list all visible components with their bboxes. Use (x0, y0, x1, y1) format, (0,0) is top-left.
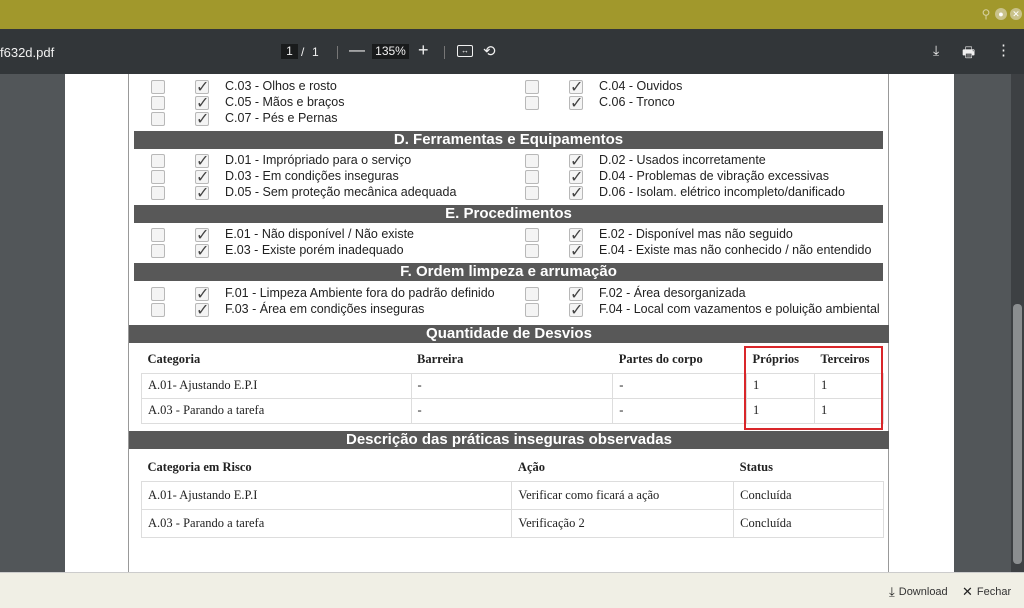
pdf-toolbar (0, 29, 1024, 74)
table-cell: Verificação 2 (512, 509, 734, 537)
close-icon[interactable]: ✕ (1010, 8, 1022, 20)
checklist-label: D.03 - Em condições inseguras (225, 169, 399, 183)
file-name: f632d.pdf (0, 45, 55, 60)
section-header: Quantidade de Desvios (129, 325, 889, 343)
checklist-label: C.06 - Tronco (599, 95, 675, 109)
checklist-label: E.01 - Não disponível / Não existe (225, 227, 414, 241)
pdf-page (65, 74, 954, 572)
checkbox-checked[interactable] (569, 228, 583, 242)
checklist-row (151, 185, 891, 201)
checklist-row (151, 227, 891, 243)
checklist-label: C.05 - Mãos e braços (225, 95, 345, 109)
toolbar-divider (337, 46, 338, 59)
checkbox-checked[interactable] (569, 170, 583, 184)
section-header: D. Ferramentas e Equipamentos (134, 131, 883, 149)
checkbox-checked[interactable] (569, 96, 583, 110)
checkbox-checked[interactable] (195, 170, 209, 184)
checklist-label: D.02 - Usados incorretamente (599, 153, 766, 167)
table-cell: 1 (747, 398, 815, 423)
page-total: 1 (312, 45, 319, 59)
zoom-out-button[interactable]: — (349, 42, 365, 59)
checkbox[interactable] (525, 170, 539, 184)
checkbox-checked[interactable] (569, 80, 583, 94)
checkbox-checked[interactable] (569, 303, 583, 317)
column-header: Categoria (147, 352, 201, 367)
print-icon[interactable]: 🖶 (962, 44, 976, 60)
zoom-in-button[interactable]: + (418, 40, 429, 60)
checklist-label: F.04 - Local com vazamentos e poluição ambiental (599, 302, 880, 316)
search-icon[interactable]: ⚲ (981, 7, 991, 21)
checkbox-checked[interactable] (195, 186, 209, 200)
pdf-viewer[interactable] (0, 74, 1024, 572)
minimize-icon[interactable]: ● (995, 8, 1007, 20)
scrollbar-thumb[interactable] (1013, 304, 1022, 564)
checklist-label: E.03 - Existe porém inadequado (225, 243, 404, 257)
page-separator: / (301, 45, 305, 59)
toolbar-divider (444, 46, 445, 59)
checkbox[interactable] (525, 96, 539, 110)
column-header: Terceiros (820, 352, 870, 367)
checkbox[interactable] (151, 170, 165, 184)
checkbox[interactable] (525, 154, 539, 168)
checklist-label: E.04 - Existe mas não conhecido / não entendido (599, 243, 872, 257)
table-row (142, 481, 884, 509)
checkbox[interactable] (525, 244, 539, 258)
section-header: F. Ordem limpeza e arrumação (134, 263, 883, 281)
checkbox[interactable] (151, 112, 165, 126)
checkbox-checked[interactable] (195, 112, 209, 126)
checkbox[interactable] (525, 80, 539, 94)
checkbox[interactable] (151, 228, 165, 242)
close-icon: ✕ (962, 584, 973, 599)
close-button[interactable] (962, 582, 1011, 602)
checklist-row (151, 95, 891, 111)
checkbox[interactable] (151, 287, 165, 301)
section-header: E. Procedimentos (134, 205, 883, 223)
table-cell: A.01- Ajustando E.P.I (142, 481, 512, 509)
checkbox[interactable] (525, 228, 539, 242)
table-cell: A.03 - Parando a tarefa (142, 398, 412, 423)
checkbox-checked[interactable] (195, 154, 209, 168)
table-cell: 1 (814, 373, 883, 398)
table-cell: Verificar como ficará a ação (512, 481, 734, 509)
checkbox[interactable] (525, 186, 539, 200)
table-header-row (142, 455, 884, 481)
download-label: Download (898, 586, 948, 598)
column-header: Barreira (417, 352, 464, 367)
table-cell: Concluída (734, 509, 884, 537)
rotate-icon[interactable]: ⟲ (483, 43, 496, 60)
checkbox-checked[interactable] (195, 303, 209, 317)
checklist-label: F.03 - Área em condições inseguras (225, 302, 425, 316)
table-cell: - (613, 398, 747, 423)
checkbox[interactable] (151, 244, 165, 258)
checkbox[interactable] (525, 287, 539, 301)
checklist-label: D.04 - Problemas de vibração excessivas (599, 169, 829, 183)
highlight-box (744, 346, 883, 430)
checkbox[interactable] (151, 96, 165, 110)
fit-page-icon[interactable]: ↔ (457, 45, 473, 57)
checkbox[interactable] (151, 303, 165, 317)
title-bar (0, 0, 1024, 29)
checkbox-checked[interactable] (569, 287, 583, 301)
checkbox-checked[interactable] (195, 80, 209, 94)
column-header: Partes do corpo (618, 352, 703, 367)
table-cell: Concluída (734, 481, 884, 509)
checklist-row (151, 169, 891, 185)
checklist-label: C.03 - Olhos e rosto (225, 79, 337, 93)
column-header: Status (739, 460, 773, 475)
checkbox-checked[interactable] (569, 154, 583, 168)
column-header: Ação (517, 460, 545, 475)
checklist-label: D.05 - Sem proteção mecânica adequada (225, 185, 457, 199)
checkbox-checked[interactable] (569, 244, 583, 258)
zoom-level-input[interactable]: 135% (372, 44, 409, 59)
checklist-label: F.01 - Limpeza Ambiente fora do padrão definido (225, 286, 495, 300)
checklist-label: D.06 - Isolam. elétrico incompleto/danificado (599, 185, 845, 199)
checkbox-checked[interactable] (195, 96, 209, 110)
checkbox[interactable] (151, 186, 165, 200)
table-cell: - (613, 373, 747, 398)
table-cell: - (411, 398, 613, 423)
checkbox[interactable] (151, 154, 165, 168)
checklist-label: C.07 - Pés e Pernas (225, 111, 338, 125)
checkbox-checked[interactable] (195, 228, 209, 242)
more-vert-icon[interactable]: ⋮ (996, 42, 1011, 59)
checklist-label: E.02 - Disponível mas não seguido (599, 227, 793, 241)
table-cell: 1 (814, 398, 883, 423)
checklist-row (151, 243, 891, 259)
dialog-footer (0, 572, 1024, 608)
praticas-table (141, 455, 884, 538)
table-cell: A.01- Ajustando E.P.I (142, 373, 412, 398)
checkbox[interactable] (525, 303, 539, 317)
checklist-row (151, 111, 891, 127)
checklist-row (151, 302, 891, 318)
checklist-row (151, 286, 891, 302)
column-header: Categoria em Risco (147, 460, 252, 475)
download-icon[interactable]: ⤓ (933, 42, 940, 58)
checklist-row (151, 79, 891, 95)
checkbox-checked[interactable] (195, 287, 209, 301)
checklist-label: C.04 - Ouvidos (599, 79, 683, 93)
page-number-input[interactable]: 1 (281, 44, 298, 59)
column-header: Próprios (752, 352, 800, 367)
download-icon: ⤓ (889, 584, 895, 599)
table-cell: - (411, 373, 613, 398)
checkbox-checked[interactable] (569, 186, 583, 200)
table-cell: A.03 - Parando a tarefa (142, 509, 512, 537)
download-button[interactable] (889, 582, 948, 602)
section-header: Descrição das práticas inseguras observadas (129, 431, 889, 449)
table-row (142, 509, 884, 537)
scrollbar[interactable] (1011, 74, 1024, 572)
checkbox[interactable] (151, 80, 165, 94)
checklist-label: F.02 - Área desorganizada (599, 286, 746, 300)
checkbox-checked[interactable] (195, 244, 209, 258)
checklist-row (151, 153, 891, 169)
close-label: Fechar (976, 586, 1012, 598)
table-cell: 1 (747, 373, 815, 398)
checklist-label: D.01 - Imprópriado para o serviço (225, 153, 412, 167)
window-controls (980, 8, 1022, 20)
